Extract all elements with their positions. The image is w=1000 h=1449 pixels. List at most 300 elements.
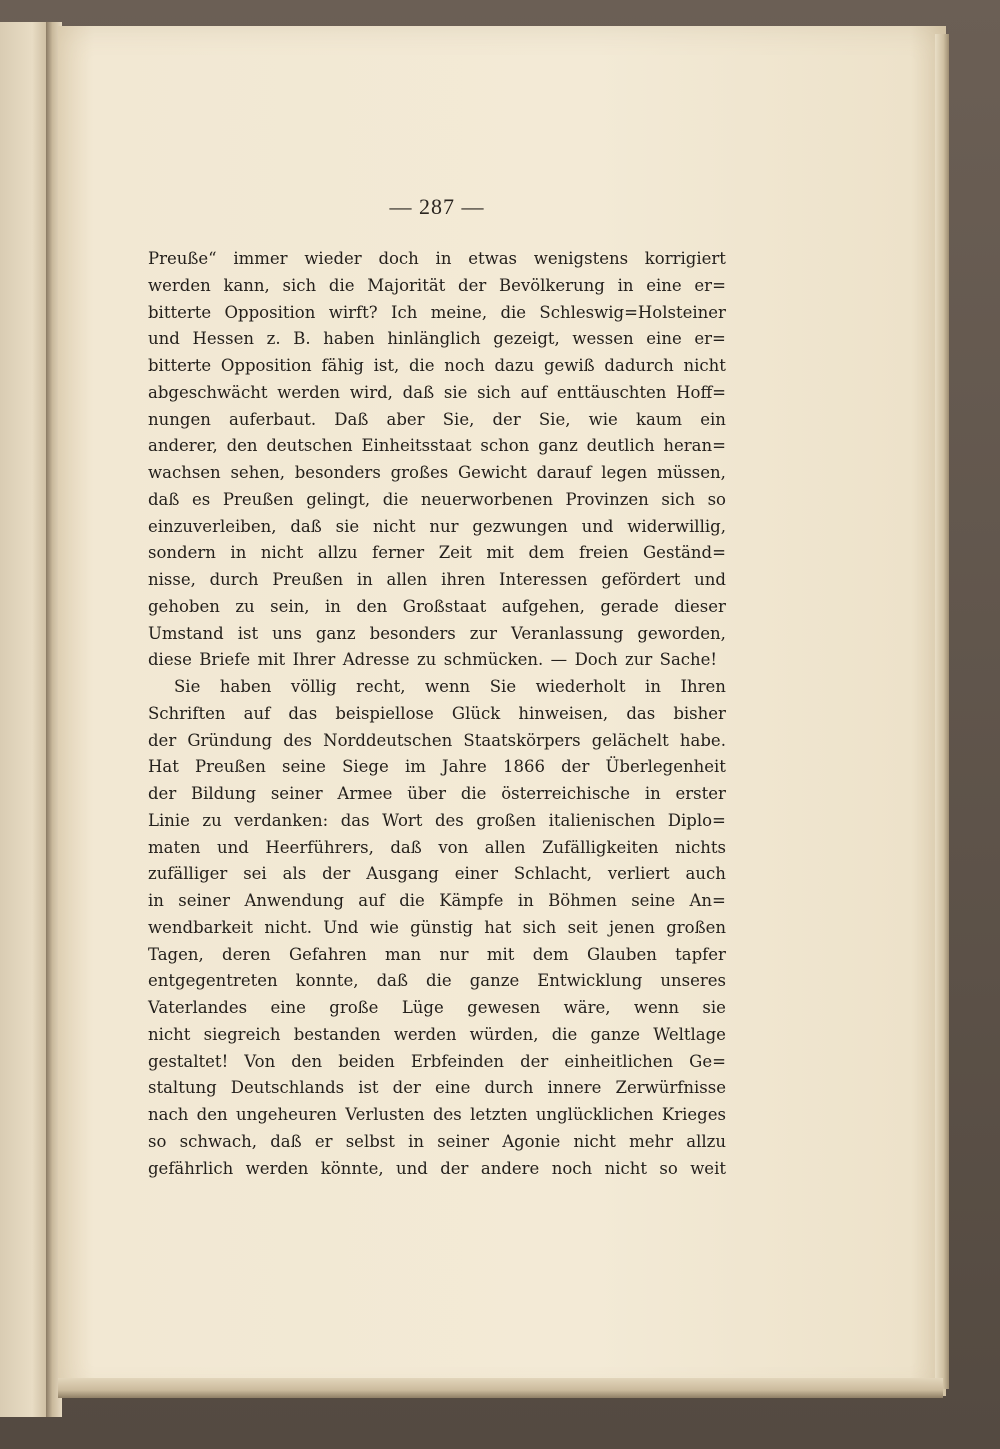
- word: etwas: [468, 249, 518, 268]
- word: dazu: [494, 356, 535, 375]
- word: Provinzen: [565, 489, 649, 509]
- word: des: [432, 1105, 462, 1124]
- body-text: [148, 246, 726, 1182]
- word: Gründung: [187, 730, 273, 750]
- word: tapfer: [675, 944, 726, 964]
- word: Sie,: [442, 409, 475, 429]
- word: daß: [390, 837, 422, 857]
- word: nicht: [604, 1158, 647, 1178]
- word: ganze: [469, 971, 520, 991]
- word: so: [707, 489, 726, 509]
- word: Glück: [451, 703, 501, 723]
- word: durch: [484, 1078, 534, 1098]
- word: verliert: [607, 864, 670, 884]
- word: der: [520, 1051, 549, 1071]
- right-page-edge: [935, 34, 949, 1389]
- word: Hessen: [192, 329, 254, 349]
- word: fähig: [321, 356, 364, 375]
- word: den: [291, 1051, 323, 1071]
- word: eine: [646, 329, 682, 349]
- word: und: [396, 1158, 428, 1178]
- word: Zufälligkeiten: [542, 837, 659, 857]
- text-line: [148, 1022, 726, 1049]
- word: nicht: [260, 543, 304, 563]
- text-line: [148, 995, 726, 1022]
- text-line: [148, 942, 726, 969]
- word: uns: [272, 623, 302, 643]
- word: werden: [245, 1158, 309, 1178]
- word: nur: [429, 516, 459, 536]
- word: gelingt,: [306, 489, 371, 509]
- word: Preußen: [195, 757, 266, 777]
- word: dem: [532, 944, 569, 964]
- word: Preußen: [222, 489, 294, 509]
- word: in: [435, 249, 452, 268]
- word: werden: [277, 382, 341, 402]
- word: Erbfeinden: [410, 1051, 505, 1071]
- word: einheitlichen: [564, 1051, 674, 1071]
- word: der: [458, 275, 487, 295]
- bottom-page-edge: [58, 1378, 943, 1398]
- word: Tagen,: [148, 944, 204, 964]
- word: ist: [358, 1078, 379, 1098]
- text-line: [148, 1102, 726, 1129]
- word: ferner: [372, 543, 425, 563]
- word: besonders: [369, 623, 456, 643]
- text-line: [148, 326, 726, 353]
- word: sich: [661, 489, 695, 509]
- word: in: [356, 570, 373, 589]
- word: Ausgang: [366, 864, 439, 884]
- word: legen: [601, 463, 648, 482]
- word: Schlacht,: [513, 864, 592, 884]
- word: zufälliger: [148, 864, 228, 884]
- text-line: [148, 380, 726, 407]
- word: den: [196, 1105, 228, 1124]
- word: ganze: [590, 1024, 641, 1044]
- word: günstig: [410, 917, 473, 937]
- word: maten: [148, 837, 201, 857]
- word: allzu: [686, 1131, 726, 1151]
- word: großen: [666, 917, 726, 937]
- word: —: [550, 650, 568, 670]
- word: müssen,: [657, 463, 726, 482]
- word: sich: [477, 382, 511, 402]
- word: sei: [243, 864, 267, 884]
- word: doch: [378, 249, 419, 268]
- word: verdanken:: [234, 810, 329, 830]
- text-line: [148, 300, 726, 327]
- word: daß: [290, 516, 322, 536]
- word: das: [340, 810, 370, 830]
- word: wenn: [633, 998, 680, 1017]
- text-line: [148, 514, 726, 541]
- word: beispiellose: [335, 703, 434, 723]
- word: es: [192, 489, 211, 509]
- word: des: [283, 730, 312, 750]
- word: mehr: [629, 1131, 674, 1151]
- word: beiden: [338, 1051, 395, 1071]
- word: Staatskörpers: [463, 730, 581, 750]
- word: Deutschlands: [230, 1078, 345, 1098]
- word: seiner: [270, 784, 323, 803]
- word: Weltlage: [653, 1024, 726, 1044]
- left-page-edge: [0, 22, 47, 1417]
- word: werden: [393, 1024, 457, 1044]
- word: einer: [454, 864, 499, 884]
- word: dadurch: [604, 356, 674, 375]
- word: B.: [293, 329, 311, 349]
- word: nicht: [573, 1131, 616, 1151]
- word: konnte,: [295, 971, 359, 991]
- word: geworden,: [637, 623, 726, 643]
- word: wie: [369, 917, 399, 937]
- paragraph: [148, 246, 726, 674]
- word: so: [148, 1131, 167, 1151]
- word: in: [645, 677, 661, 696]
- word: unseres: [660, 971, 726, 991]
- word: diese: [148, 650, 192, 670]
- word: Sache!: [659, 650, 718, 670]
- word: Ihren: [680, 677, 726, 696]
- word: abgeschwächt: [148, 382, 268, 402]
- word: sondern: [148, 543, 216, 563]
- word: neuerworbenen: [420, 489, 553, 509]
- word: Opposition: [224, 302, 316, 322]
- word: noch: [551, 1158, 593, 1178]
- word: nicht: [148, 1024, 191, 1044]
- word: Majorität: [367, 275, 446, 295]
- word: Siege: [342, 757, 389, 777]
- word: selbst: [345, 1131, 395, 1151]
- word: Sie: [489, 677, 517, 696]
- text-line: [148, 567, 726, 594]
- word: widerwillig,: [627, 516, 726, 536]
- word: Umstand: [148, 623, 224, 643]
- word: wessen: [572, 329, 634, 349]
- word: Vaterlandes: [148, 998, 248, 1017]
- word: anderer,: [148, 436, 218, 456]
- text-line: [148, 540, 726, 567]
- word: habe.: [679, 730, 726, 750]
- word: gestaltet!: [148, 1051, 229, 1071]
- word: nur: [439, 944, 469, 964]
- word: darauf: [536, 463, 592, 482]
- word: Wort: [382, 810, 423, 830]
- word: aufgehen,: [501, 596, 585, 616]
- word: kaum: [635, 409, 683, 429]
- word: und: [694, 570, 726, 589]
- word: Jahre: [442, 757, 487, 777]
- word: An=: [689, 891, 726, 910]
- word: Verlusten: [345, 1105, 425, 1124]
- word: die: [328, 275, 355, 295]
- word: Sie,: [538, 409, 571, 429]
- text-line: [148, 728, 726, 755]
- word: bitterte: [148, 356, 212, 375]
- word: Gewicht: [458, 463, 527, 482]
- word: gezeigt,: [493, 329, 560, 349]
- word: das: [626, 703, 656, 723]
- word: Opposition: [220, 356, 312, 375]
- word: allzu: [317, 543, 358, 563]
- word: schmücken.: [443, 650, 544, 670]
- word: Gefahren: [288, 944, 367, 964]
- word: das: [288, 703, 318, 723]
- word: nisse,: [148, 570, 196, 589]
- word: dem: [528, 543, 565, 563]
- word: italienischen: [548, 810, 656, 830]
- word: Großstaat: [402, 596, 487, 616]
- word: in: [324, 596, 341, 616]
- word: des: [434, 810, 464, 830]
- word: unglücklichen: [535, 1105, 654, 1124]
- word: seit: [567, 917, 598, 937]
- word: daß: [402, 382, 435, 402]
- word: mit: [486, 944, 515, 964]
- word: daß: [270, 1131, 302, 1151]
- word: aber: [386, 409, 425, 429]
- word: zu: [202, 810, 222, 830]
- word: Schriften: [148, 703, 226, 723]
- word: Ge=: [689, 1051, 726, 1071]
- word: wiederholt: [535, 677, 626, 696]
- word: Briefe: [199, 650, 251, 670]
- word: bestanden: [293, 1024, 381, 1044]
- word: Preuße“: [148, 249, 217, 268]
- word: ein: [700, 409, 726, 429]
- word: 1866: [502, 757, 545, 777]
- text-line: [148, 407, 726, 434]
- word: der: [492, 409, 521, 429]
- word: seiner: [178, 891, 231, 910]
- word: Zerwürfnisse: [615, 1078, 726, 1098]
- word: eine: [434, 1078, 471, 1098]
- word: nicht: [683, 356, 726, 375]
- word: immer: [233, 249, 288, 268]
- word: ganz: [538, 436, 578, 456]
- word: Agonie: [502, 1131, 561, 1151]
- word: heran=: [663, 436, 726, 456]
- word: großes: [390, 463, 449, 482]
- word: und: [217, 837, 249, 857]
- word: Schleswig=Holsteiner: [539, 302, 726, 322]
- word: seiner: [437, 1131, 489, 1151]
- word: Einheitsstaat: [361, 436, 472, 456]
- text-line: [148, 1049, 726, 1076]
- word: sehen,: [230, 463, 285, 482]
- word: seine: [631, 891, 676, 910]
- word: Heerführers,: [265, 837, 374, 857]
- word: haben: [219, 677, 272, 696]
- text-line: [148, 1156, 726, 1183]
- text-line: [148, 273, 726, 300]
- word: Und: [323, 917, 359, 937]
- word: Adresse: [342, 650, 410, 670]
- word: schwach,: [179, 1131, 258, 1151]
- word: Preußen: [272, 570, 344, 589]
- word: durch: [209, 570, 259, 589]
- word: hinlänglich: [387, 329, 481, 349]
- word: großen: [476, 810, 537, 830]
- word: wirft?: [328, 302, 378, 322]
- word: sein,: [270, 596, 310, 616]
- word: jenen: [609, 917, 655, 937]
- word: wieder: [304, 249, 362, 268]
- word: hat: [484, 917, 512, 937]
- word: nicht.: [264, 917, 312, 937]
- word: den: [226, 436, 258, 456]
- word: auch: [685, 864, 726, 884]
- word: ihren: [441, 570, 486, 589]
- text-line: [148, 835, 726, 862]
- word: haben: [323, 329, 375, 349]
- word: die: [408, 356, 435, 375]
- word: Bevölkerung: [498, 275, 605, 295]
- word: Entwicklung: [537, 971, 643, 991]
- word: als: [282, 864, 307, 884]
- word: zur: [625, 650, 653, 670]
- word: Diplo=: [667, 810, 726, 830]
- word: gefährlich: [148, 1158, 234, 1178]
- word: wachsen: [148, 463, 221, 482]
- text-line: [148, 781, 726, 808]
- text-line: [148, 968, 726, 995]
- word: allen: [484, 837, 526, 857]
- word: Hat: [148, 757, 179, 777]
- word: andere: [480, 1158, 540, 1178]
- word: die: [382, 489, 409, 509]
- word: die: [551, 1024, 578, 1044]
- word: der: [392, 1078, 421, 1098]
- word: in: [408, 1131, 424, 1151]
- word: gefördert: [601, 570, 681, 589]
- word: freien: [579, 543, 629, 563]
- word: die: [460, 784, 487, 803]
- word: nungen: [148, 409, 211, 429]
- word: gezwungen: [472, 516, 568, 536]
- word: auf: [243, 703, 271, 723]
- word: bisher: [673, 703, 726, 723]
- word: schon: [480, 436, 530, 456]
- word: nichts: [675, 837, 726, 857]
- word: völlig: [290, 677, 337, 696]
- word: nach: [148, 1105, 189, 1124]
- word: der: [561, 757, 590, 777]
- text-line: [148, 808, 726, 835]
- word: auferbaut.: [229, 409, 317, 429]
- word: Von: [244, 1051, 276, 1071]
- word: würden,: [469, 1024, 539, 1044]
- word: zur: [469, 623, 497, 643]
- text-line: [148, 915, 726, 942]
- word: weit: [690, 1158, 726, 1178]
- word: Ich: [390, 302, 418, 322]
- text-line: [148, 1129, 726, 1156]
- word: sich: [282, 275, 317, 295]
- word: Hoff=: [676, 382, 726, 402]
- word: die: [399, 891, 425, 910]
- word: gewiß: [543, 356, 595, 375]
- text-line: [148, 621, 726, 648]
- word: Krieges: [661, 1105, 726, 1124]
- word: allen: [386, 570, 428, 589]
- word: daß: [376, 971, 408, 991]
- page-number: — 287 —: [389, 194, 485, 219]
- word: sie: [443, 382, 468, 402]
- text-line: [148, 701, 726, 728]
- word: ganz: [315, 623, 356, 643]
- word: den: [356, 596, 388, 616]
- word: ist: [237, 623, 259, 643]
- word: hinweisen,: [518, 703, 609, 723]
- word: eine: [270, 998, 306, 1017]
- word: in: [230, 543, 247, 563]
- word: korrigiert: [644, 249, 726, 268]
- word: deutschen: [266, 436, 353, 456]
- word: bitterte: [148, 302, 212, 322]
- word: die: [426, 971, 452, 991]
- text-line: [148, 353, 726, 380]
- word: Überlegenheit: [605, 757, 726, 777]
- word: mit: [486, 543, 514, 563]
- word: in: [617, 275, 634, 295]
- word: gerade: [600, 596, 659, 616]
- word: Bildung: [191, 784, 257, 803]
- word: wenn: [425, 677, 471, 696]
- word: und: [148, 329, 180, 349]
- text-line: [148, 674, 726, 701]
- word: Böhmen: [548, 891, 617, 910]
- word: meine,: [430, 302, 488, 322]
- word: er=: [694, 275, 726, 295]
- word: Interessen: [499, 570, 588, 589]
- word: besonders: [294, 463, 381, 482]
- word: Veranlassung: [511, 623, 624, 643]
- word: österreichische: [501, 784, 631, 803]
- word: auf: [520, 382, 548, 402]
- word: könnte,: [320, 1158, 384, 1178]
- word: daß: [148, 489, 180, 509]
- word: Anwendung: [244, 891, 344, 910]
- word: Lüge: [401, 998, 444, 1017]
- word: nicht: [373, 516, 416, 536]
- word: z.: [266, 329, 281, 349]
- word: Kämpfe: [439, 891, 504, 910]
- word: Norddeutschen: [323, 730, 453, 750]
- word: mit: [257, 650, 286, 670]
- word: er=: [694, 329, 726, 349]
- word: eine: [646, 275, 682, 295]
- word: wäre,: [563, 998, 611, 1017]
- word: von: [438, 837, 469, 857]
- word: Armee: [337, 784, 393, 803]
- word: innere: [547, 1078, 602, 1098]
- word: wendbarkeit: [148, 917, 254, 937]
- word: gelächelt: [591, 730, 669, 750]
- word: staltung: [148, 1078, 217, 1098]
- word: sie: [335, 516, 360, 536]
- text-line: [148, 433, 726, 460]
- word: deutlich: [586, 436, 655, 456]
- word: er: [314, 1131, 333, 1151]
- word: auf: [358, 891, 385, 910]
- word: und: [581, 516, 614, 536]
- text-line: [148, 888, 726, 915]
- word: Linie: [148, 810, 190, 830]
- word: werden: [148, 275, 211, 295]
- word: einzuverleiben,: [148, 516, 277, 536]
